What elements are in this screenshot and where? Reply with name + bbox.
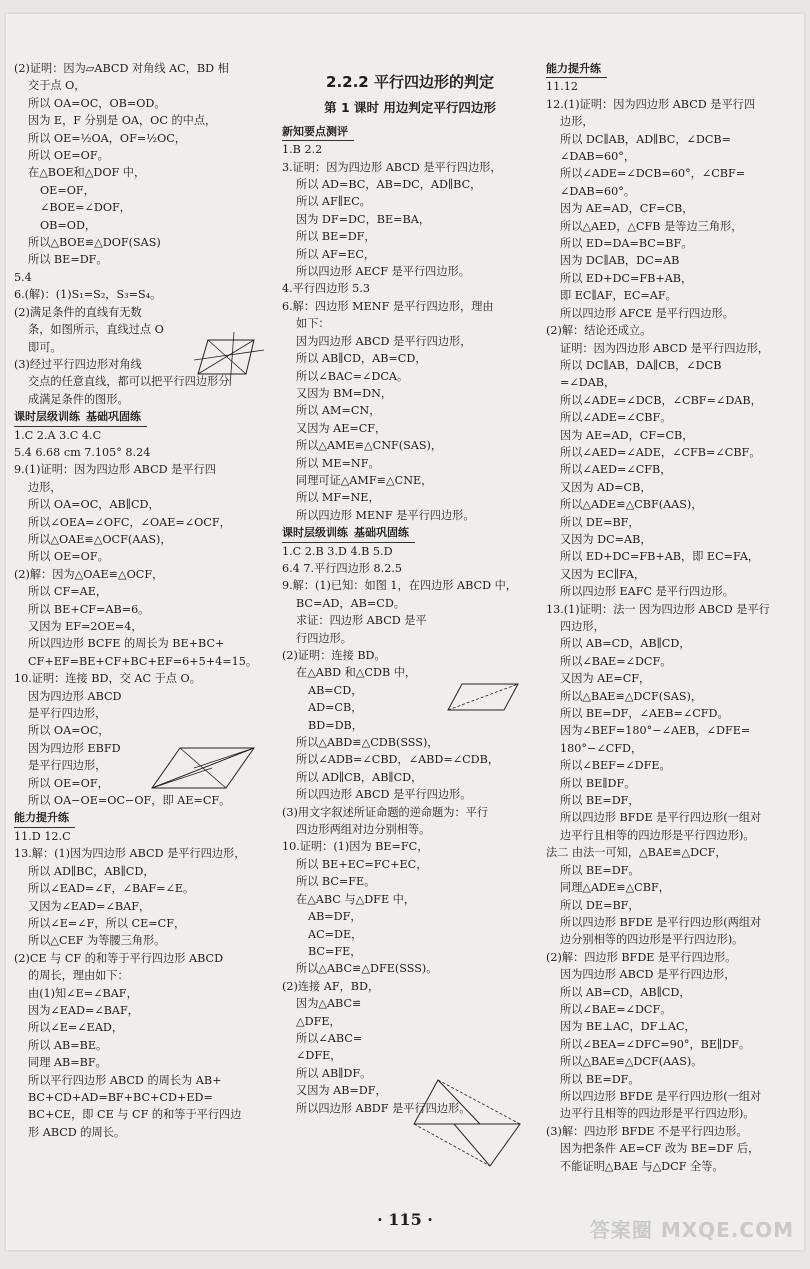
answer-line: 所以平行四边形 ABCD 的周长为 AB+ <box>28 1073 222 1087</box>
answer-line: 所以△ABD≌△CDB(SSS)， <box>296 736 439 750</box>
answer-line: 是平行四边形， <box>28 759 107 773</box>
answer-line: 由(1)知∠E=∠BAF， <box>28 986 138 1000</box>
answer-line: 同理△ADE≌△CBF， <box>560 881 670 895</box>
answer-line: 所以△CEF 为等腰三角形。 <box>28 934 166 948</box>
answer-line: 所以∠AED=∠CFB， <box>560 463 672 477</box>
answer-line: 因为四边形 ABCD 是平行四边形， <box>296 334 472 348</box>
answer-line: 即可。 <box>28 340 62 354</box>
answer-line: 12.(1)证明：因为四边形 ABCD 是平行四 <box>546 97 756 111</box>
answer-line: 基础巩固练 <box>354 524 415 542</box>
answer-line: 边平行且相等的四边形是平行四边形)。 <box>560 1107 755 1121</box>
answer-line: 所以 OA=OC，OB=OD。 <box>28 96 166 110</box>
answer-line: 因为四边形 ABCD <box>28 689 122 703</box>
answer-line: 所以四边形 ABCD 是平行四边形。 <box>296 788 472 802</box>
answer-line: 交于点 O， <box>28 79 86 93</box>
answer-line: 所以∠BEF=∠DFE。 <box>560 759 671 773</box>
answer-line: 形 ABCD 的周长。 <box>28 1125 126 1139</box>
answer-line: 所以四边形 EAFC 是平行四边形。 <box>560 585 734 599</box>
figure-1-q9 <box>444 674 530 744</box>
answer-line: 因为 DC∥AB，DC=AB <box>560 254 680 268</box>
answer-line: 所以 BE+CF=AB=6。 <box>28 602 150 616</box>
answer-line: 所以 ED=DA=BC=BF。 <box>560 237 693 251</box>
answer-line: 条，如图所示，直线过点 O <box>28 323 164 337</box>
answer-line: 新知要点测评 <box>282 123 354 141</box>
answer-line: 1.C 2.A 3.C 4.C <box>14 428 102 442</box>
answer-line: 课时层级训练 <box>282 524 354 542</box>
answer-line: AB=DF， <box>308 910 362 924</box>
answer-line: 所以△ABC≌△DFE(SSS)。 <box>296 962 438 976</box>
answer-line: =∠DAB， <box>560 376 616 390</box>
answer-line: (3)用文字叙述所证命题的逆命题为：平行 <box>282 805 489 819</box>
answer-line: 所以四边形 BFDE 是平行四边形(两组对 <box>560 915 762 929</box>
answer-line: 所以△ADE≌△CBF(AAS)， <box>560 498 703 512</box>
answer-line: 所以△BOE≌△DOF(SAS) <box>28 236 161 250</box>
answer-line: 13.(1)证明：法一 因为四边形 ABCD 是平行 <box>546 602 770 616</box>
answer-line: 所以 AB∥CD，AB=CD， <box>296 352 427 366</box>
answer-line: 边平行且相等的四边形是平行四边形)。 <box>560 828 755 842</box>
answer-line: 9.解：(1)已知：如图 1，在四边形 ABCD 中， <box>282 579 517 593</box>
answer-line: CF+EF=BE+CF+BC+EF=6+5+4=15。 <box>28 654 258 668</box>
answer-line: OE=OF， <box>40 183 95 197</box>
answer-line: 所以 ED+DC=FB+AB， <box>560 271 693 285</box>
answer-line: (2)证明：连接 BD。 <box>282 649 386 662</box>
answer-line: 所以 OA=OC， <box>28 724 110 738</box>
answer-line: 边形， <box>28 480 62 494</box>
answer-line: 所以 DC∥AB，DA∥CB，∠DCB <box>560 358 722 372</box>
answer-line: 因为 DF=DC，BE=BA， <box>296 212 431 226</box>
column-left <box>14 60 272 1141</box>
answer-line: (2)CE 与 CF 的和等于平行四边形 ABCD <box>14 951 224 965</box>
answer-line: 6.解：四边形 MENF 是平行四边形，理由 <box>282 299 494 313</box>
answer-line: 5.4 <box>14 270 32 284</box>
answer-line: 6.(解)：(1)S₁=S₂，S₃=S₄。 <box>14 288 162 302</box>
answer-line: 不能证明△BAE 与△DCF 全等。 <box>560 1159 724 1173</box>
answer-line: 所以 DE=BF， <box>560 898 640 912</box>
answer-line: 所以 BE=DF。 <box>560 863 640 877</box>
answer-line: 所以 OE=OF， <box>28 776 109 790</box>
answer-line: 因为四边形 ABCD 是平行四边形， <box>560 968 736 982</box>
answer-line: 所以 AF=EC， <box>296 247 376 261</box>
answer-line: 在△ABC 与△DFE 中， <box>296 892 416 906</box>
answer-page <box>6 14 804 1250</box>
answer-line: 又因为 AE=CF， <box>296 421 387 435</box>
answer-line: 4.平行四边形 5.3 <box>282 282 370 296</box>
answer-line: 所以△OAE≌△OCF(AAS)， <box>28 532 172 546</box>
answer-line: 因为△ABC≌ <box>296 997 362 1011</box>
answer-line: 5.4 6.68 cm 7.105° 8.24 <box>14 445 151 459</box>
answer-line: 所以四边形 BCFE 的周长为 BE+BC+ <box>28 637 225 651</box>
answer-line: 所以∠OEA=∠OFC，∠OAE=∠OCF， <box>28 515 231 529</box>
answer-line: 所以四边形 AECF 是平行四边形。 <box>296 265 470 279</box>
answer-line: (2)解：因为△OAE≌△OCF， <box>14 567 164 581</box>
answer-line: 求证：四边形 ABCD 是平 <box>296 614 427 628</box>
answer-line: 所以四边形 ABDF 是平行四边形。 <box>296 1101 471 1115</box>
answer-line: BC=AD，AB=CD。 <box>296 596 405 610</box>
answer-line: 边形， <box>560 115 594 129</box>
answer-line: 所以∠EAD=∠F，∠BAF=∠E。 <box>28 882 195 896</box>
answer-line: 因为∠EAD=∠BAF， <box>28 1003 139 1017</box>
answer-line: 所以四边形 BFDE 是平行四边形(一组对 <box>560 1089 762 1103</box>
answer-line: 所以∠ADE=∠DCB=60°，∠CBF= <box>560 167 746 181</box>
answer-line: 所以△BAE≌△DCF(SAS)， <box>560 689 703 703</box>
answer-line: △DFE， <box>296 1014 341 1028</box>
answer-line: ∠DFE， <box>296 1049 342 1063</box>
answer-line: 所以∠ABC= <box>296 1031 363 1045</box>
lesson-title: 第 1 课时 用边判定平行四边形 <box>324 100 496 116</box>
answer-line: 所以∠BAC=∠DCA。 <box>296 369 409 383</box>
answer-line: 所以 OE=½OA，OF=½OC， <box>28 131 186 145</box>
answer-line: 所以 DE=BF， <box>560 515 640 529</box>
answer-line: 是平行四边形， <box>28 707 107 721</box>
answer-line: 所以 BE=DF， <box>296 230 376 244</box>
answer-line: 又因为 BM=DN， <box>296 386 393 400</box>
answer-line: 基础巩固练 <box>86 408 147 426</box>
answer-line: (2)解：结论还成立。 <box>546 324 652 338</box>
answer-line: 所以 AM=CN， <box>296 404 381 418</box>
answer-line: 所以∠E=∠F，所以 CE=CF， <box>28 916 186 930</box>
answer-line: 所以四边形 BFDE 是平行四边形(一组对 <box>560 811 762 825</box>
answer-line: 所以 AB=BE。 <box>28 1038 108 1052</box>
answer-line: 所以 ME=NF。 <box>296 456 380 470</box>
answer-line: 同理可证△AMF≌△CNE， <box>296 473 433 487</box>
answer-line: 因为 BE⊥AC，DF⊥AC， <box>560 1020 696 1034</box>
answer-line: 所以 AD∥BC，AB∥CD， <box>28 864 155 878</box>
answer-line: 所以 AB=CD，AB∥CD， <box>560 985 691 999</box>
figure-q10-triangles <box>410 1076 528 1172</box>
answer-line: 所以 AD∥CB，AB∥CD， <box>296 770 423 784</box>
answer-line: 所以 OE=OF。 <box>28 149 109 163</box>
answer-line: 所以 ED+DC=FB+AB，即 EC=FA， <box>560 550 760 564</box>
figure-parallelogram-q10 <box>150 742 262 800</box>
answer-line: 又因为 AB=DF， <box>296 1084 387 1098</box>
answer-line: 所以 AB∥DF。 <box>296 1066 372 1080</box>
answer-line: 行四边形。 <box>296 631 352 645</box>
answer-line: 6.4 7.平行四边形 8.2.5 <box>282 561 402 575</box>
answer-line: 所以∠AED=∠ADE，∠CFB=∠CBF。 <box>560 445 761 459</box>
answer-line: BC+CD+AD=BF+BC+CD+ED= <box>28 1090 213 1104</box>
answer-line: 所以 BE=DF， <box>560 794 640 808</box>
answer-line: 所以 OE=OF。 <box>28 550 109 564</box>
answer-line: BD=DB， <box>308 718 363 732</box>
column-right <box>546 60 798 1175</box>
answer-line: (2)连接 AF，BD， <box>282 979 380 993</box>
answer-line: 的周长，理由如下： <box>28 969 129 983</box>
answer-line: 10.证明：(1)因为 BE=FC， <box>282 840 429 854</box>
answer-line: 所以 AF∥EC。 <box>296 195 371 209</box>
answer-line: 能力提升练 <box>14 809 75 827</box>
answer-line: 所以 DC∥AB，AD∥BC，∠DCB= <box>560 132 732 146</box>
answer-line: 因为 AE=AD，CF=CB， <box>560 428 694 442</box>
answer-line: 交点的任意直线，都可以把平行四边形分 <box>28 375 230 389</box>
answer-line: 所以 BE+EC=FC+EC， <box>296 857 428 871</box>
answer-line: 同理 AB=BF。 <box>28 1056 107 1070</box>
answer-line: 四边形两组对边分别相等。 <box>296 823 431 837</box>
answer-line: 10.证明：连接 BD，交 AC 于点 O。 <box>14 672 201 686</box>
answer-line: 3.证明：因为四边形 ABCD 是平行四边形， <box>282 160 502 174</box>
answer-line: 所以 BC=FE。 <box>296 875 376 889</box>
answer-line: (2)满足条件的直线有无数 <box>14 305 142 319</box>
answer-line: 所以∠BEA=∠DFC=90°，BE∥DF。 <box>560 1037 751 1051</box>
answer-line: (2)解：四边形 BFDE 是平行四边形。 <box>546 950 737 964</box>
answer-line: 1.B 2.2 <box>282 143 323 157</box>
answer-line: 所以∠BAE=∠DCF。 <box>560 1002 672 1016</box>
answer-line: 所以∠ADB=∠CBD，∠ABD=∠CDB， <box>296 753 500 767</box>
answer-line: 所以∠ADE=∠DCB，∠CBF=∠DAB， <box>560 393 762 407</box>
answer-line: 所以∠ADE=∠CBF。 <box>560 411 672 425</box>
answer-line: 证明：因为四边形 ABCD 是平行四边形， <box>560 341 769 355</box>
answer-line: 课时层级训练 <box>14 408 86 426</box>
answer-line: AB=CD， <box>308 683 363 697</box>
answer-line: 所以 BE=DF。 <box>560 1072 640 1086</box>
answer-line: 11.D 12.C <box>14 829 71 843</box>
answer-line: 13.解：(1)因为四边形 ABCD 是平行四边形， <box>14 847 246 861</box>
answer-line: 所以 MF=NE， <box>296 491 380 505</box>
answer-line: 11.12 <box>546 80 579 94</box>
column-middle <box>282 60 538 1117</box>
chapter-title: 2.2.2 平行四边形的判定 <box>326 73 494 91</box>
answer-line: 因为 AE=AD，CF=CB， <box>560 202 694 216</box>
answer-line: 所以∠E=∠EAD， <box>28 1021 124 1035</box>
page-number: · 115 · <box>377 1210 433 1229</box>
answer-line: 180°−∠CFD， <box>560 741 643 755</box>
answer-line: 因为 E，F 分别是 OA，OC 的中点， <box>28 114 217 128</box>
answer-line: OB=OD， <box>40 218 97 232</box>
answer-line: 又因为 DC=AB， <box>560 532 652 546</box>
answer-line: 法二 由法一可知，△BAE≌△DCF， <box>546 846 727 860</box>
answer-line: 即 EC∥AF，EC=AF。 <box>560 289 677 303</box>
answer-line: 成满足条件的图形。 <box>28 392 129 406</box>
answer-line: ∠BOE=∠DOF， <box>40 201 131 215</box>
answer-line: 四边形， <box>560 620 605 633</box>
answer-line: AD=CB， <box>308 701 363 715</box>
answer-line: AC=DE， <box>308 927 363 941</box>
answer-line: 所以四边形 AFCE 是平行四边形。 <box>560 306 734 320</box>
answer-line: 所以△BAE≌△DCF(AAS)。 <box>560 1055 703 1069</box>
answer-line: 在△BOE和△DOF 中， <box>28 166 146 180</box>
answer-line: 又因为 EF=2OE=4， <box>28 620 143 633</box>
answer-line: 所以∠BAE=∠DCF。 <box>560 654 672 668</box>
answer-line: 所以 BE∥DF。 <box>560 776 636 790</box>
answer-line: 所以 AB=CD，AB∥CD， <box>560 637 691 651</box>
figure-parallelogram-q6 <box>194 332 266 390</box>
answer-line: 因为∠BEF=180°−∠AEB，∠DFE= <box>560 724 751 738</box>
answer-line: 在△ABD 和△CDB 中， <box>296 666 417 680</box>
answer-line: 能力提升练 <box>546 60 607 78</box>
answer-line: 如下： <box>296 317 330 331</box>
answer-line: 因为四边形 EBFD <box>28 741 121 755</box>
answer-line: 所以△AED，△CFB 是等边三角形， <box>560 219 743 233</box>
answer-line: (2)证明：因为▱ABCD 对角线 AC，BD 相 <box>14 62 229 75</box>
answer-line: 所以 OA=OC，AB∥CD， <box>28 498 160 512</box>
answer-line: BC=FE， <box>308 944 362 958</box>
answer-line: 边分别相等的四边形是平行四边形)。 <box>560 933 744 947</box>
answer-line: 所以 AD=BC，AB=DC，AD∥BC， <box>296 178 482 192</box>
answer-line: 所以 BE=DF。 <box>28 253 108 267</box>
watermark-logo: 答案圈 MXQE.COM <box>589 1218 794 1242</box>
answer-line: 所以 OA−OE=OC−OF，即 AE=CF。 <box>28 794 231 808</box>
answer-line: 所以四边形 MENF 是平行四边形。 <box>296 508 475 522</box>
answer-line: 又因为 AD=CB， <box>560 480 652 494</box>
answer-line: ∠DAB=60°。 <box>560 184 636 198</box>
answer-line: 又因为 AE=CF， <box>560 672 651 686</box>
answer-line: 所以 CF=AE， <box>28 585 108 599</box>
answer-line: 又因为 EC∥FA， <box>560 567 646 581</box>
answer-line: 9.(1)证明：因为四边形 ABCD 是平行四 <box>14 463 216 477</box>
answer-line: 1.C 2.B 3.D 4.B 5.D <box>282 544 393 558</box>
answer-line: 所以△AME≌△CNF(SAS)， <box>296 439 443 453</box>
answer-line: BC+CE，即 CE 与 CF 的和等于平行四边 <box>28 1108 242 1122</box>
answer-line: 因为把条件 AE=CF 改为 BE=DF 后， <box>560 1142 760 1156</box>
answer-line: 又因为∠EAD=∠BAF， <box>28 899 151 913</box>
answer-line: ∠DAB=60°， <box>560 150 636 164</box>
answer-line: (3)解：四边形 BFDE 不是平行四边形。 <box>546 1124 748 1138</box>
answer-line: 所以 BE=DF，∠AEB=∠CFD。 <box>560 707 729 721</box>
answer-line: (3)经过平行四边形对角线 <box>14 357 142 371</box>
